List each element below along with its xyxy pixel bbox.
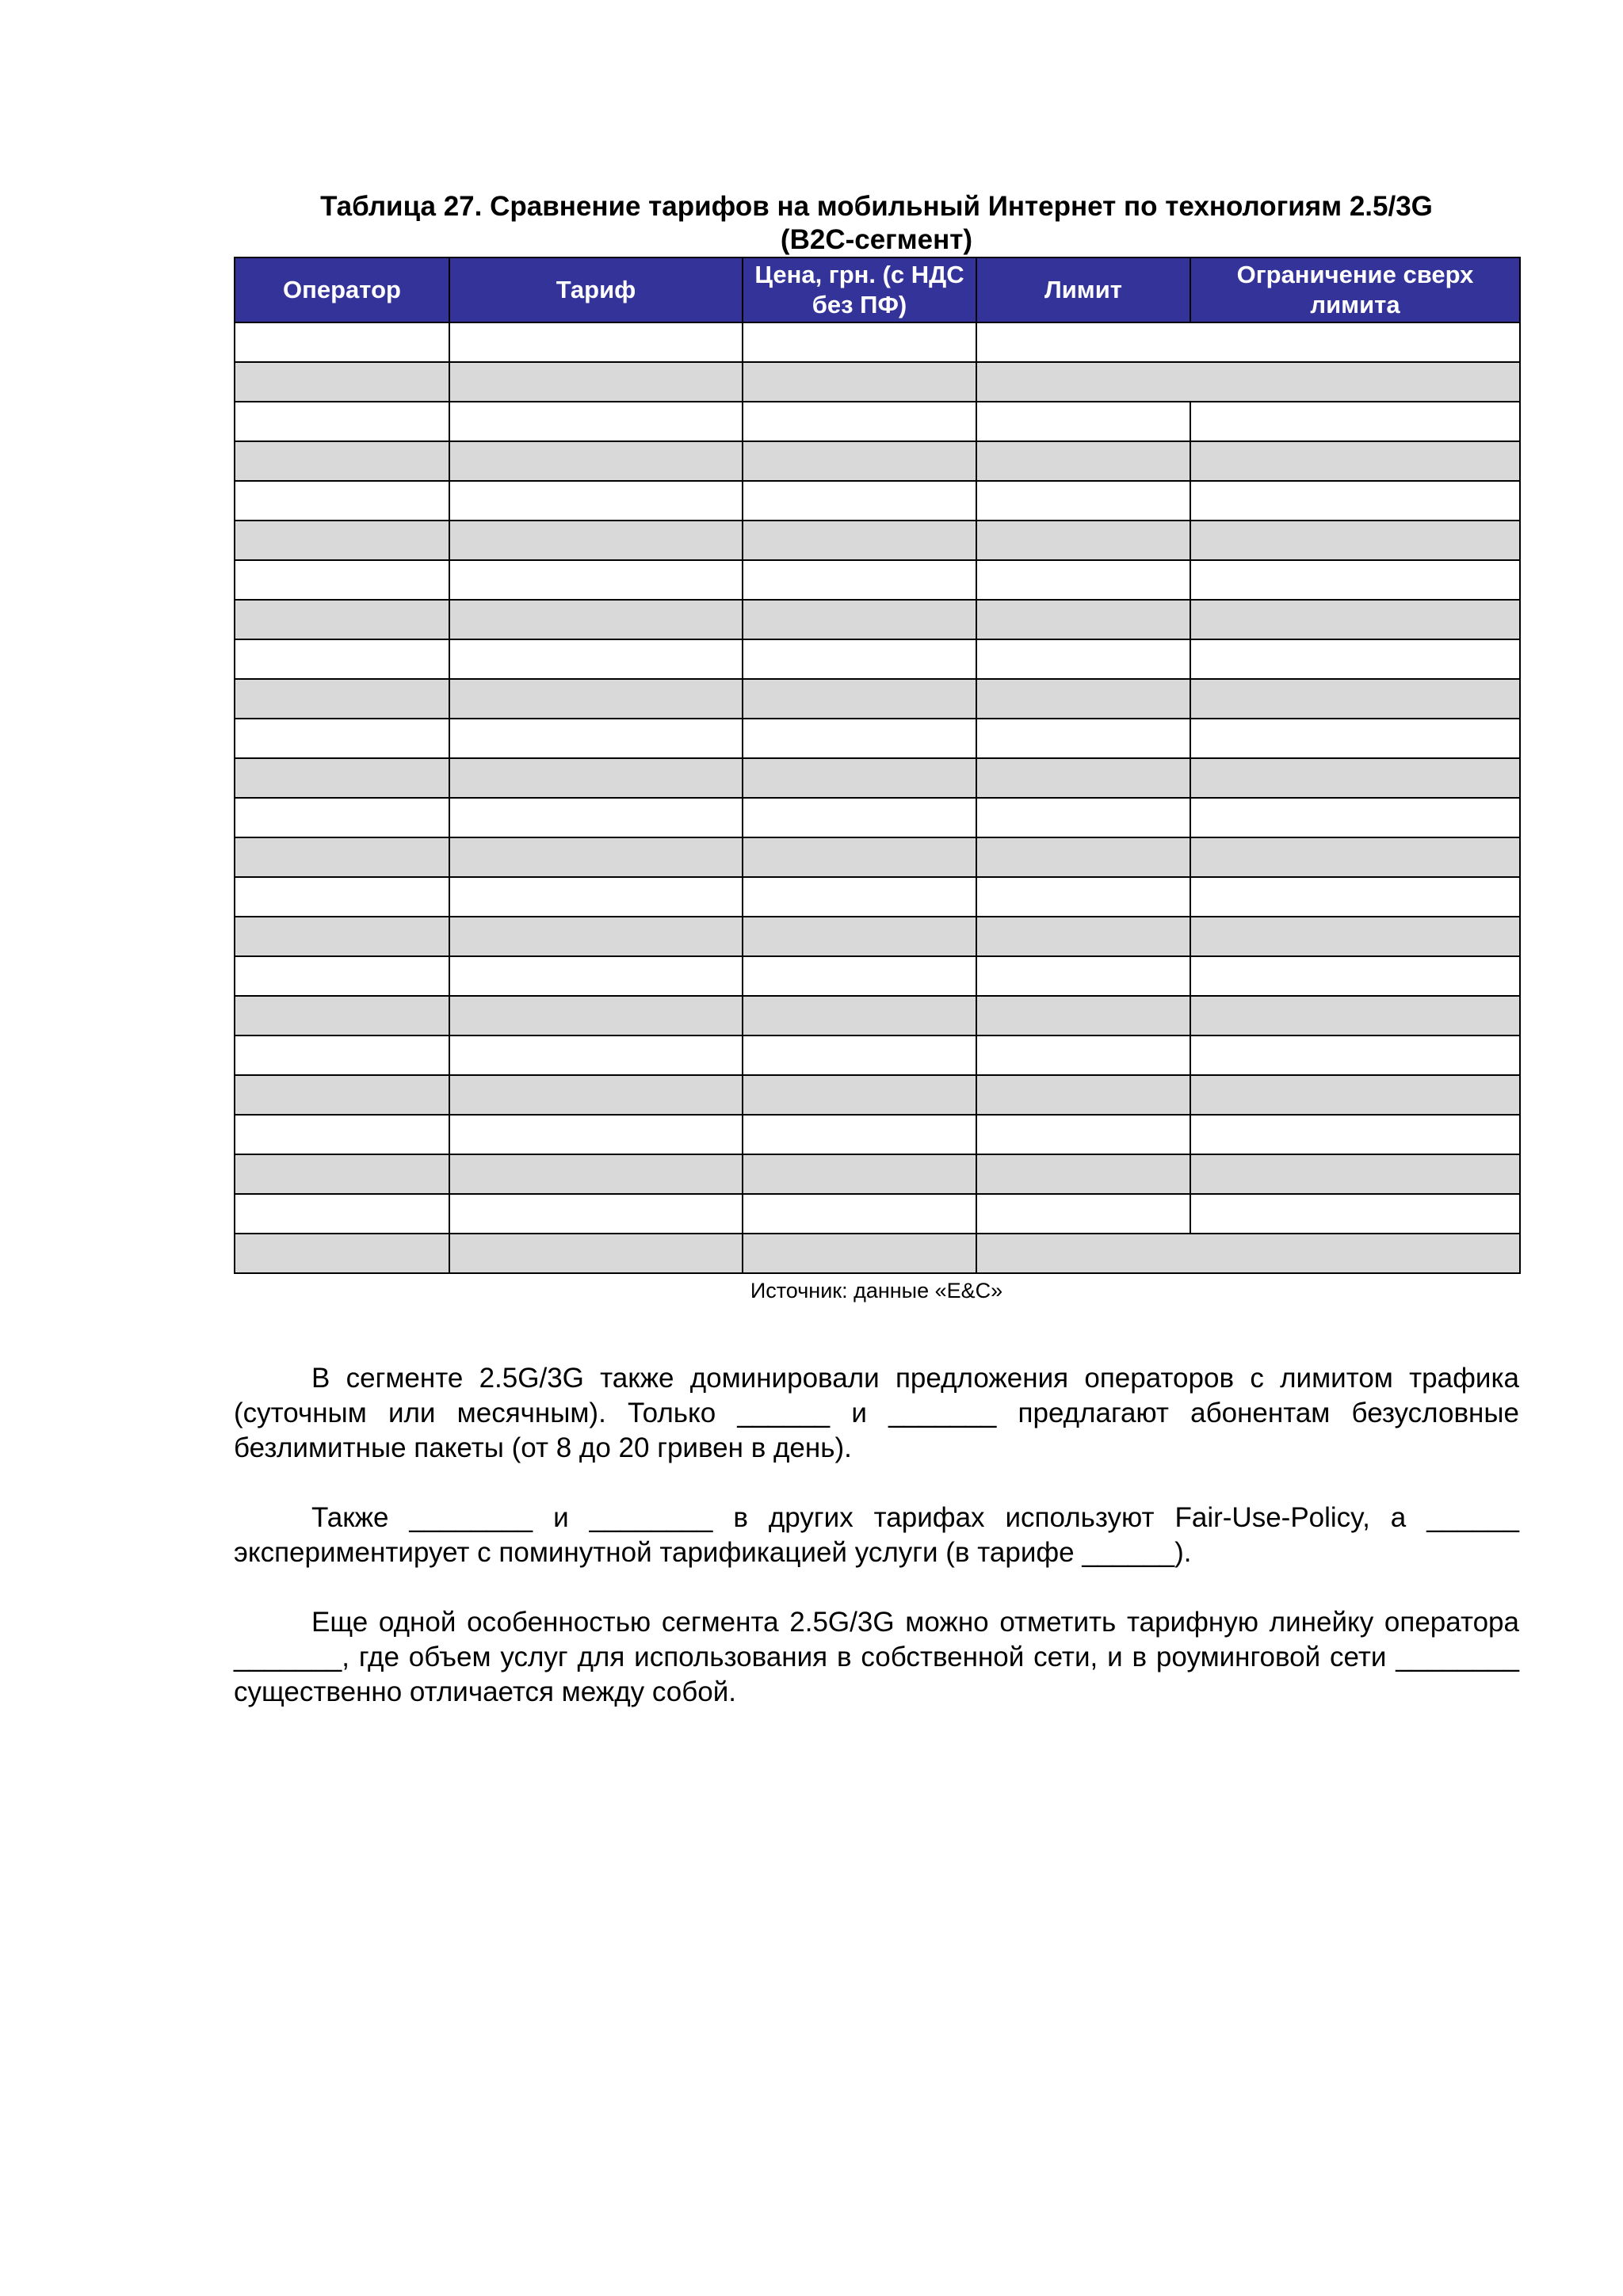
header-tariff: Тариф [449,257,743,322]
table-cell [449,1035,743,1075]
table-cell [449,322,743,362]
table-cell [235,1075,449,1115]
table-row [235,719,1520,758]
table-cell [235,441,449,481]
table-cell [1190,1075,1520,1115]
table-cell [235,481,449,521]
table-cell [449,837,743,877]
table-cell [449,1154,743,1194]
table-cell [235,679,449,719]
table-cell [235,996,449,1035]
table-cell [1190,402,1520,441]
table-cell [449,1234,743,1273]
table-caption-line2: (B2C-сегмент) [780,224,973,255]
table-cell [449,719,743,758]
table-row [235,837,1520,877]
table-cell [235,1154,449,1194]
table-cell [1190,481,1520,521]
table-cell [235,1194,449,1234]
table-cell [235,877,449,917]
table-cell [976,441,1190,481]
table-cell [1190,758,1520,798]
table-cell [976,679,1190,719]
table-cell [976,1115,1190,1154]
table-cell [235,917,449,956]
table-cell [449,877,743,917]
table-cell [1190,1115,1520,1154]
header-over-limit-restriction: Ограничение сверх лимита [1190,257,1520,322]
table-row [235,362,1520,402]
table-cell [235,1115,449,1154]
table-row [235,679,1520,719]
table-cell [743,1194,976,1234]
header-limit: Лимит [976,257,1190,322]
paragraph-1: В сегменте 2.5G/3G также доминировали предложения операторов с лимитом трафика (суточным или месячным). Только ______ и _______ предлагают абонентам безусловные безлимитные пакеты (от 8 до 20 гривен в день). [234,1363,1519,1463]
table-caption-line1: Таблица 27. Сравнение тарифов на мобильный Интернет по технологиям 2.5/3G [320,191,1433,222]
table-row [235,1075,1520,1115]
table-cell [235,1035,449,1075]
table-cell [743,521,976,560]
table-cell [743,917,976,956]
table-row [235,402,1520,441]
table-cell [235,798,449,837]
table-cell [743,600,976,639]
table-cell [743,758,976,798]
table-cell [235,402,449,441]
table-cell [449,560,743,600]
table-row [235,1115,1520,1154]
table-cell [1190,996,1520,1035]
table-cell [743,837,976,877]
table-cell [976,837,1190,877]
table-row [235,917,1520,956]
table-cell [449,600,743,639]
table-cell [235,1234,449,1273]
table-cell [449,679,743,719]
table-row [235,758,1520,798]
table-header-row [235,257,1520,322]
table-cell [1190,600,1520,639]
table-row [235,877,1520,917]
table-cell [1190,798,1520,837]
table-cell [1190,441,1520,481]
table-cell [1190,837,1520,877]
table-cell [1190,917,1520,956]
document-page [234,190,1519,1710]
table-cell [743,362,976,402]
table-cell [449,1075,743,1115]
table-cell [1190,956,1520,996]
table-cell [449,441,743,481]
table-cell [976,956,1190,996]
table-cell [976,481,1190,521]
table-cell [976,600,1190,639]
header-operator: Оператор [235,257,449,322]
table-cell [743,441,976,481]
table-cell [1190,1194,1520,1234]
table-cell [743,1234,976,1273]
table-row [235,441,1520,481]
table-cell-merged [976,322,1520,362]
table-cell [449,1194,743,1234]
table-row [235,996,1520,1035]
table-cell [235,837,449,877]
table-row [235,1035,1520,1075]
table-cell [449,996,743,1035]
table-cell [976,758,1190,798]
paragraph-3: Еще одной особенностью сегмента 2.5G/3G можно отметить тарифную линейку оператора _______, где объем услуг для использования в собственной сети, и в роуминговой сети ________ существенно отличается между собой. [234,1607,1519,1707]
table-cell [743,402,976,441]
table-cell [743,1075,976,1115]
table-cell [1190,679,1520,719]
table-cell [235,560,449,600]
table-cell [976,402,1190,441]
table-row [235,560,1520,600]
table-cell [976,719,1190,758]
table-cell [1190,719,1520,758]
table-cell [743,798,976,837]
table-cell [743,679,976,719]
table-cell [976,1194,1190,1234]
table-row [235,1154,1520,1194]
header-price: Цена, грн. (с НДС без ПФ) [743,257,976,322]
table-cell [976,798,1190,837]
table-cell [976,917,1190,956]
table-cell-merged [976,1234,1520,1273]
table-cell [743,639,976,679]
table-cell [1190,560,1520,600]
table-caption [234,190,1519,257]
table-cell [976,521,1190,560]
table-cell [743,322,976,362]
table-cell [449,639,743,679]
table-row [235,481,1520,521]
table-cell [743,719,976,758]
table-cell [235,362,449,402]
table-cell [1190,639,1520,679]
table-row [235,639,1520,679]
table-row [235,1234,1520,1273]
table-cell [1190,877,1520,917]
table-cell [449,1115,743,1154]
table-cell [235,956,449,996]
table-row [235,600,1520,639]
table-cell [976,639,1190,679]
table-row [235,521,1520,560]
table-cell [449,798,743,837]
table-cell [976,877,1190,917]
table-cell [743,1115,976,1154]
tariff-comparison-table [234,257,1521,1274]
table-cell [449,758,743,798]
table-cell [976,560,1190,600]
table-cell [743,1035,976,1075]
table-cell [1190,1035,1520,1075]
table-cell [976,1035,1190,1075]
table-cell [235,719,449,758]
table-cell [743,877,976,917]
table-cell [235,600,449,639]
table-cell [235,639,449,679]
table-cell [976,1075,1190,1115]
table-cell [743,1154,976,1194]
table-cell [449,362,743,402]
table-cell [449,402,743,441]
table-source-note: Источник: данные «E&C» [750,1279,1003,1302]
table-cell [743,560,976,600]
table-cell [449,917,743,956]
table-cell [449,521,743,560]
table-cell [976,1154,1190,1194]
table-cell [743,956,976,996]
table-row [235,956,1520,996]
table-cell [235,322,449,362]
table-cell [743,481,976,521]
table-cell [976,996,1190,1035]
table-row [235,798,1520,837]
table-cell [743,996,976,1035]
table-cell-merged [976,362,1520,402]
paragraph-2: Также ________ и ________ в других тарифах используют Fair-Use-Policy, а ______ экспериментирует с поминутной тарификацией услуги (в тарифе ______). [234,1502,1519,1568]
table-cell [449,956,743,996]
table-cell [235,521,449,560]
table-cell [1190,1154,1520,1194]
table-cell [235,758,449,798]
table-row [235,1194,1520,1234]
table-row [235,322,1520,362]
table-cell [449,481,743,521]
table-cell [1190,521,1520,560]
